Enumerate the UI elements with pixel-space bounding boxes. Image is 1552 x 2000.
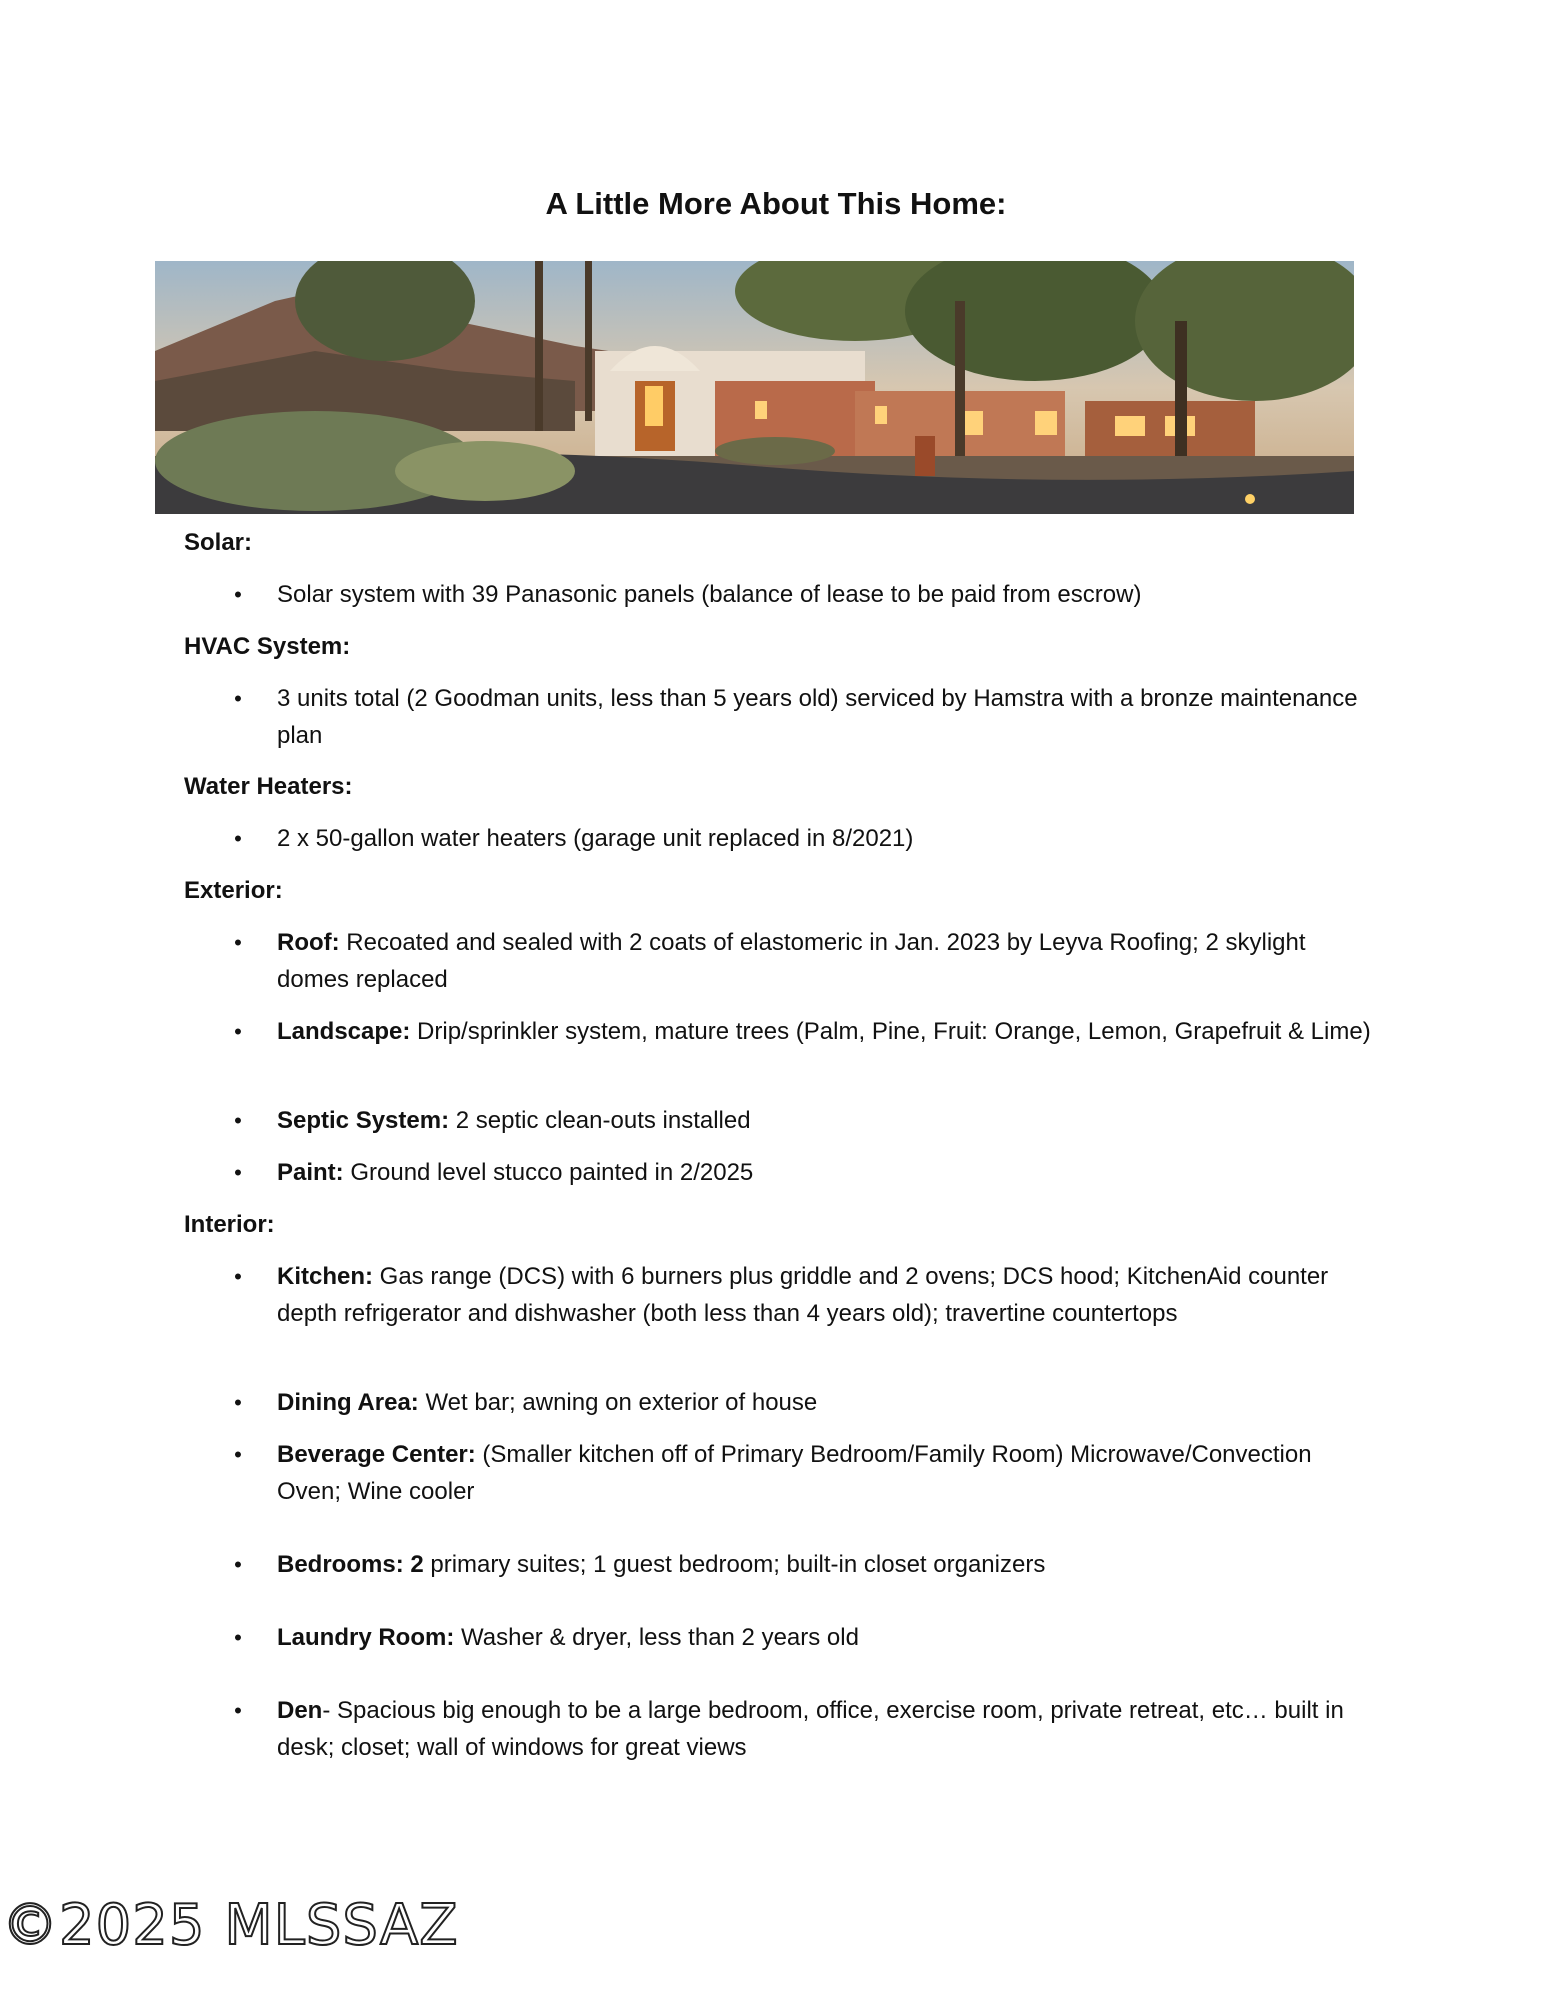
bullet: • [234, 1019, 242, 1044]
bullet: • [234, 1160, 242, 1185]
section-heading: Exterior: [184, 877, 283, 904]
bullet: • [234, 826, 242, 851]
bullet: • [234, 930, 242, 955]
bullet: • [234, 1442, 242, 1467]
bullet: • [234, 686, 242, 711]
bullet: • [234, 1552, 242, 1577]
section-heading: HVAC System: [184, 633, 351, 660]
bullet: • [234, 1264, 242, 1289]
bullet: • [234, 1108, 242, 1133]
section-heading: Water Heaters: [184, 773, 353, 800]
section-heading: Solar: [184, 529, 253, 556]
bullet: • [234, 1698, 242, 1723]
section-heading: Interior: [184, 1211, 275, 1238]
copyright-watermark: ©2025 MLSSAZ [2, 1893, 459, 1958]
bullet: • [234, 1390, 242, 1415]
page-title: A Little More About This Home: [545, 186, 1007, 221]
bullet: • [234, 1625, 242, 1650]
house-exterior-photo [155, 261, 1354, 514]
bullet: • [234, 582, 242, 607]
